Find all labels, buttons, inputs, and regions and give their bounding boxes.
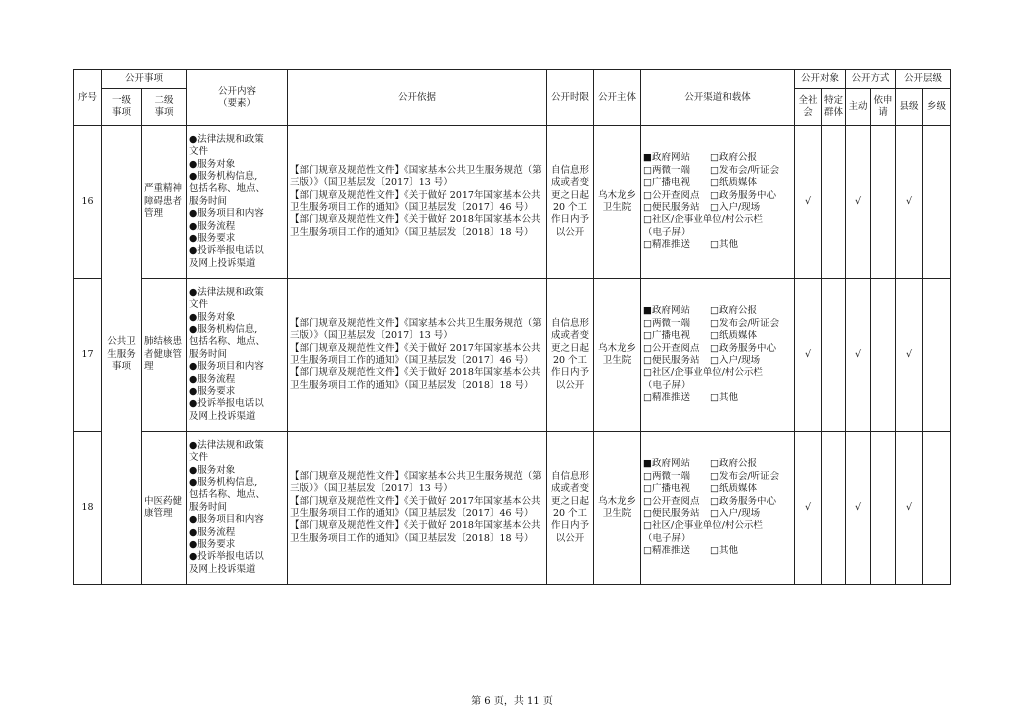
channel-option-home-onsite: □入户/现场 [709,508,761,519]
content-line: ●服务要求 [189,386,236,398]
header-basis: 公开依据 [288,70,547,126]
header-mode-active: 主动 [846,89,871,126]
basis-entry: 【部门规章及规范性文件】《国家基本公共卫生服务规范（第三版）》（国卫基层发〔2017〕13 号） [290,317,542,342]
channel-list [643,152,792,251]
content-line: ●服务要求 [189,233,236,245]
mark-county: √ [896,279,923,432]
channel-option-paper-media: □纸质媒体 [709,177,757,189]
header-object-all: 全社 会 [795,89,822,126]
header-level1: 一级 事项 [102,89,142,126]
row-content [187,432,288,585]
content-line: ●服务流程 [189,220,236,232]
basis-entry: 【部门规章及规范性文件】《关于做好 2017年国家基本公共卫生服务项目工作的通知》（国卫基层发〔2017〕46 号） [290,342,541,366]
channel-option-open-reading: □公开查阅点 [643,342,700,354]
mark-special-group [822,279,846,432]
header-object-special: 特定 群体 [822,89,846,126]
content-line: 文件 [189,452,209,464]
header-level-county: 县级 [896,89,923,126]
channel-option-broadcast: □广播电视 [643,330,690,342]
channel-option-two-micro: □两微一端 [643,317,690,329]
content-line: ●服务项目和内容 [189,514,264,526]
mark-active: √ [846,126,871,279]
channel-option-community: □社区/企事业单位/村公示栏 [643,367,763,379]
content-line: ●服务对象 [189,311,236,323]
content-line: ●法律法规和政策 [189,133,264,145]
content-line: ●投诉举报电话以 [189,245,264,257]
mark-active: √ [846,279,871,432]
mark-special-group [822,126,846,279]
channel-option-community: □社区/企事业单位/村公示栏 [643,520,763,532]
mark-special-group [822,432,846,585]
channel-option-service-station: □便民服务站 [643,202,700,213]
basis-entry: 【部门规章及规范性文件】《国家基本公共卫生服务规范（第三版）》（国卫基层发〔2017〕13 号） [290,470,542,495]
content-line: 文件 [189,146,209,158]
channel-option-precise-push: □精准推送 [643,239,690,251]
header-subject: 公开主体 [594,70,641,126]
content-line: ●服务流程 [189,373,236,385]
mark-town [923,279,951,432]
mark-active: √ [846,432,871,585]
mark-on-request [871,432,896,585]
content-line: ●服务要求 [189,539,236,551]
content-line: 包括名称、地点、 [189,489,266,501]
basis-entry: 【部门规章及规范性文件】《关于做好 2017年国家基本公共卫生服务项目工作的通知》（国卫基层发〔2017〕46 号） [290,495,541,519]
channel-option-press-conf: □发布会/听证会 [709,164,780,176]
channel-option-broadcast: □广播电视 [643,483,690,495]
channel-list [643,305,792,404]
content-line: ●服务机构信息, [189,323,258,335]
basis-entry: 【部门规章及规范性文件】《关于做好 2018年国家基本公共卫生服务项目工作的通知》（国卫基层发〔2018〕18 号） [290,520,541,544]
content-line: ●法律法规和政策 [189,439,264,451]
content-line: 服务时间 [189,501,228,513]
row-seq: 18 [74,432,102,585]
channel-option-gov-gazette: □政府公报 [709,305,757,317]
row-basis [288,279,547,432]
channel-option-service-station: □便民服务站 [643,508,700,519]
channel-option-gov-website: ■政府网站 [643,458,690,470]
table-row [74,126,951,279]
row-basis [288,126,547,279]
header-level-group: 公开层级 [896,70,951,89]
row-content [187,126,288,279]
content-line: 服务时间 [189,195,228,207]
content-line: 包括名称、地点、 [189,183,266,195]
content-line: 服务时间 [189,348,228,360]
content-line: ●服务流程 [189,526,236,538]
row-content [187,279,288,432]
row-subject: 乌木龙乡 卫生院 [594,279,641,432]
content-line: 文件 [189,299,209,311]
channel-option-paper-media: □纸质媒体 [709,483,757,495]
content-line: ●服务机构信息, [189,476,258,488]
header-time: 公开时限 [547,70,594,126]
mark-county: √ [896,126,923,279]
channel-list [643,458,792,557]
basis-entry: 【部门规章及规范性文件】《关于做好 2018年国家基本公共卫生服务项目工作的通知》（国卫基层发〔2018〕18 号） [290,367,541,391]
category-cell: 公共卫 生服务 事项 [102,126,142,585]
channel-option-open-reading: □公开查阅点 [643,495,700,507]
header-mode-apply: 依申 请 [871,89,896,126]
row-time: 自信息形 成或者变 更之日起 20 个工 作日内予 以公开 [547,126,594,279]
mark-all-society: √ [795,126,822,279]
channel-option-gov-gazette: □政府公报 [709,458,757,470]
header-channel: 公开渠道和载体 [641,70,795,126]
content-line: ●法律法规和政策 [189,286,264,298]
channel-option-precise-push: □精准推送 [643,392,690,404]
mark-town [923,432,951,585]
header-row-1 [74,70,951,89]
header-seq: 序号 [74,70,102,126]
channel-option-press-conf: □发布会/听证会 [709,470,780,482]
header-object-group: 公开对象 [795,70,846,89]
channel-option-home-onsite: □入户/现场 [709,355,761,366]
header-level2: 二级 事项 [142,89,187,126]
row-seq: 16 [74,126,102,279]
mark-all-society: √ [795,279,822,432]
mark-on-request [871,126,896,279]
channel-option-two-micro: □两微一端 [643,164,690,176]
row-item: 中医药健 康管理 [142,432,187,585]
content-line: 及网上投诉渠道 [189,563,256,575]
channel-option-service-station: □便民服务站 [643,355,700,366]
header-level-town: 乡级 [923,89,951,126]
mark-all-society: √ [795,432,822,585]
content-line: ●服务机构信息, [189,170,258,182]
content-line: ●服务对象 [189,464,236,476]
channel-option-paper-media: □纸质媒体 [709,330,757,342]
row-subject: 乌木龙乡 卫生院 [594,126,641,279]
page-number: 第 6 页，共 11 页 [471,696,553,707]
header-matter-group: 公开事项 [102,70,187,89]
row-seq: 17 [74,279,102,432]
row-channels [641,432,795,585]
channel-option-screen: （电子屏） [643,532,691,544]
basis-entry: 【部门规章及规范性文件】《国家基本公共卫生服务规范（第三版）》（国卫基层发〔2017〕13 号） [290,164,542,189]
channel-option-screen: （电子屏） [643,379,691,391]
row-time: 自信息形 成或者变 更之日起 20 个工 作日内予 以公开 [547,279,594,432]
row-subject: 乌木龙乡 卫生院 [594,432,641,585]
header-mode-group: 公开方式 [846,70,896,89]
row-channels [641,126,795,279]
channel-option-precise-push: □精准推送 [643,545,690,557]
content-line: ●投诉举报电话以 [189,551,264,563]
content-line: 及网上投诉渠道 [189,257,256,269]
mark-county: √ [896,432,923,585]
table-row [74,279,951,432]
channel-option-service-center: □政务服务中心 [709,189,776,201]
header-content: 公开内容 （要素） [187,70,288,126]
basis-entry: 【部门规章及规范性文件】《关于做好 2017年国家基本公共卫生服务项目工作的通知》（国卫基层发〔2017〕46 号） [290,189,541,213]
channel-option-other: □其他 [709,392,738,404]
channel-option-press-conf: □发布会/听证会 [709,317,780,329]
channel-option-home-onsite: □入户/现场 [709,202,761,213]
channel-option-gov-website: ■政府网站 [643,152,690,164]
channel-option-service-center: □政务服务中心 [709,495,776,507]
row-basis [288,432,547,585]
channel-option-other: □其他 [709,239,738,251]
channel-option-other: □其他 [709,545,738,557]
content-line: ●投诉举报电话以 [189,398,264,410]
channel-option-broadcast: □广播电视 [643,177,690,189]
table-row [74,432,951,585]
content-line: ●服务对象 [189,158,236,170]
content-line: 及网上投诉渠道 [189,410,256,422]
channel-option-two-micro: □两微一端 [643,470,690,482]
row-channels [641,279,795,432]
channel-option-service-center: □政务服务中心 [709,342,776,354]
channel-option-community: □社区/企事业单位/村公示栏 [643,214,763,226]
content-line: ●服务项目和内容 [189,361,264,373]
channel-option-gov-website: ■政府网站 [643,305,690,317]
content-line: 包括名称、地点、 [189,336,266,348]
row-time: 自信息形 成或者变 更之日起 20 个工 作日内予 以公开 [547,432,594,585]
row-item: 严重精神 障碍患者 管理 [142,126,187,279]
channel-option-open-reading: □公开查阅点 [643,189,700,201]
disclosure-table [73,69,951,585]
channel-option-screen: （电子屏） [643,226,691,238]
channel-option-gov-gazette: □政府公报 [709,152,757,164]
basis-entry: 【部门规章及规范性文件】《关于做好 2018年国家基本公共卫生服务项目工作的通知》（国卫基层发〔2018〕18 号） [290,214,541,238]
row-item: 肺结核患 者健康管 理 [142,279,187,432]
mark-on-request [871,279,896,432]
content-line: ●服务项目和内容 [189,208,264,220]
mark-town [923,126,951,279]
